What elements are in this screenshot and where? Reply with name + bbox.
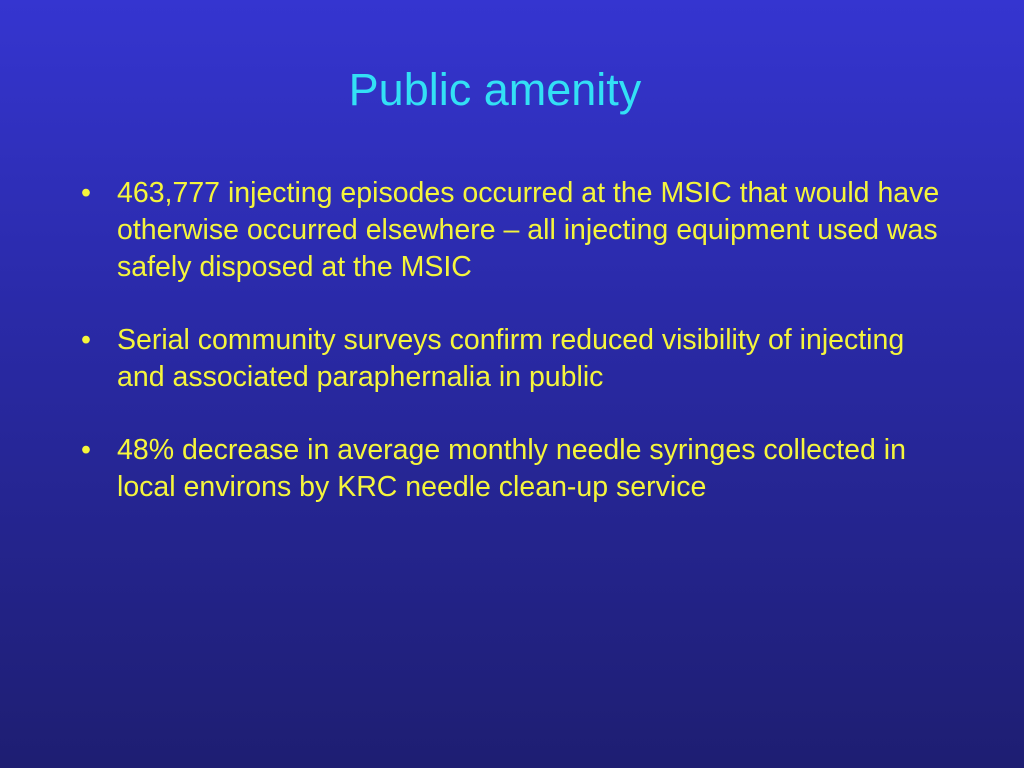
bullet-item — [77, 432, 957, 506]
bullet-item — [77, 175, 957, 286]
bullet-text: 48% decrease in average monthly needle syringes collected in local environs by KRC needle clean-up service — [117, 434, 906, 503]
bullet-icon: • — [81, 177, 91, 209]
bullet-item — [77, 322, 957, 396]
bullet-text: 463,777 injecting episodes occurred at the MSIC that would have otherwise occurred elsewhere – all injecting equipment used was safely disposed at the MSIC — [117, 177, 940, 283]
slide-title: Public amenity — [348, 64, 642, 115]
bullet-icon: • — [81, 434, 91, 466]
bullet-list — [77, 175, 957, 542]
bullet-icon: • — [81, 324, 91, 356]
bullet-text: Serial community surveys confirm reduced visibility of injecting and associated paraphernalia in public — [117, 324, 905, 393]
